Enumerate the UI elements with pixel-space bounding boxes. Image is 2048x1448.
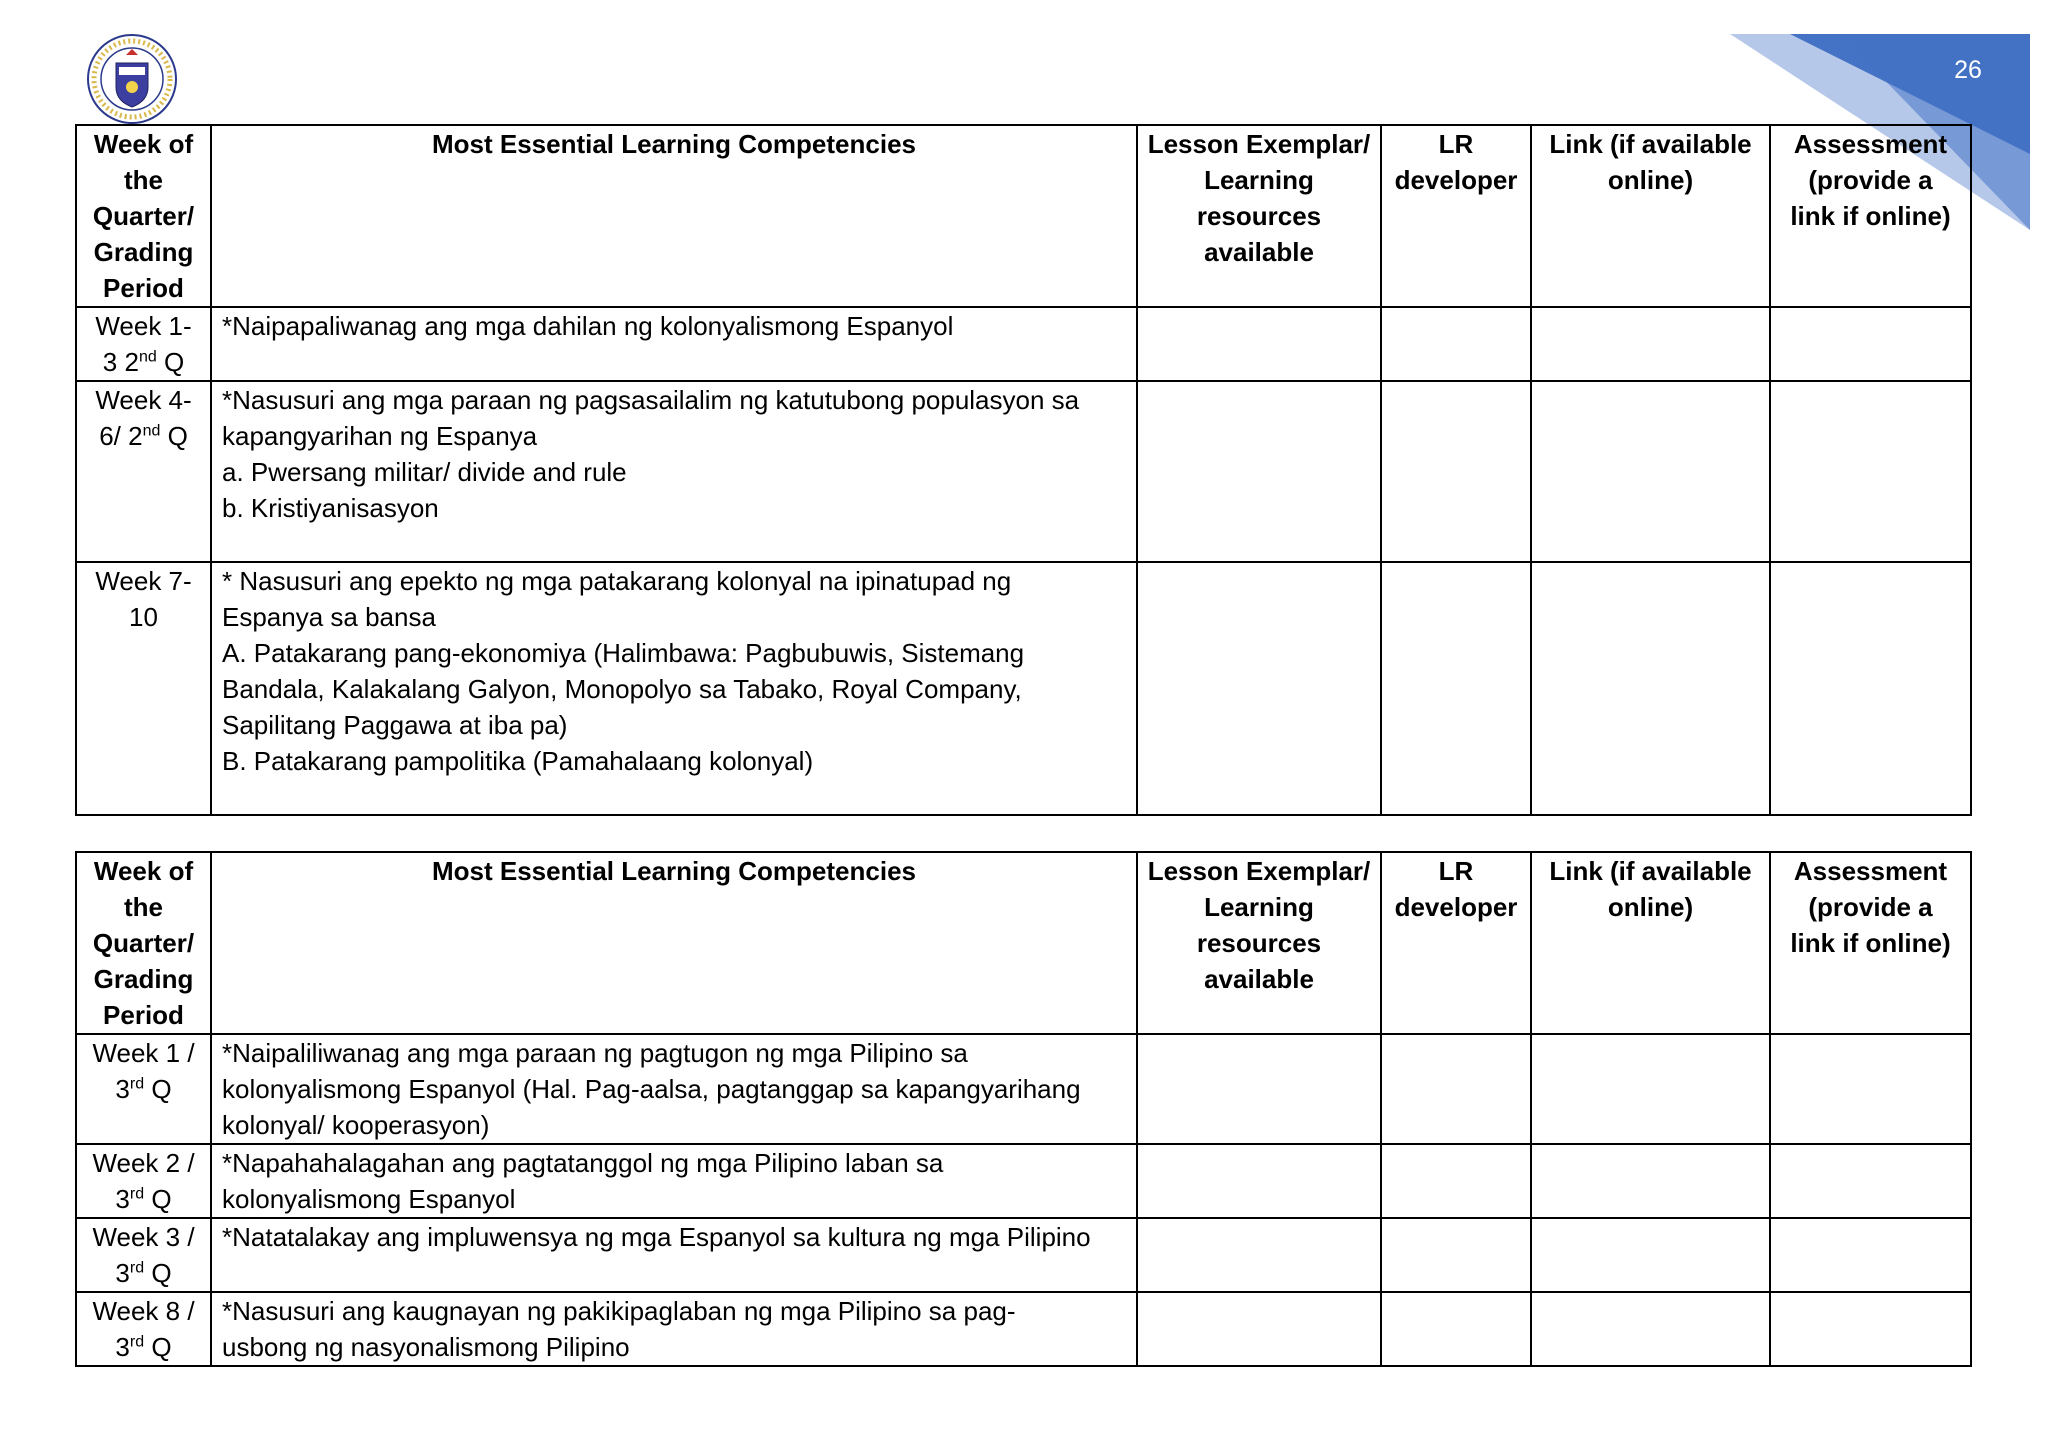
header-competency: Most Essential Learning Competencies xyxy=(211,852,1137,1034)
lesson-cell xyxy=(1137,1292,1381,1366)
table-row xyxy=(76,562,1971,815)
week-cell: Week 1 / 3rd Q xyxy=(76,1034,211,1144)
header-week: Week of the Quarter/ Grading Period xyxy=(76,852,211,1034)
lesson-cell xyxy=(1137,1218,1381,1292)
link-cell xyxy=(1531,1292,1770,1366)
lesson-cell xyxy=(1137,307,1381,381)
competency-table-2nd-quarter xyxy=(75,124,1972,816)
header-link: Link (if available online) xyxy=(1531,125,1770,307)
table-row xyxy=(76,381,1971,562)
lr-cell xyxy=(1381,562,1531,815)
week-cell: Week 2 / 3rd Q xyxy=(76,1144,211,1218)
table-row xyxy=(76,1144,1971,1218)
table-row xyxy=(76,307,1971,381)
deped-seal-logo xyxy=(86,33,178,125)
assessment-cell xyxy=(1770,1292,1971,1366)
header-assessment: Assessment (provide a link if online) xyxy=(1770,125,1971,307)
header-assessment: Assessment (provide a link if online) xyxy=(1770,852,1971,1034)
table-header-row xyxy=(76,852,1971,1034)
competency-cell: *Naipapaliwanag ang mga dahilan ng kolonyalismong Espanyol xyxy=(211,307,1137,381)
competency-cell: * Nasusuri ang epekto ng mga patakarang kolonyal na ipinatupad ng Espanya sa bansa A. Patakarang pang-ekonomiya (Halimbawa: Pagbubuwis, Sistemang Bandala, Kalakalang Galyon, Monopolyo sa Tabako, Royal Company, Sapilitang Paggawa at iba pa) B. Patakarang pampolitika (Pamahalaang kolonyal) xyxy=(211,562,1137,815)
header-lr-developer: LR developer xyxy=(1381,125,1531,307)
table-row xyxy=(76,1034,1971,1144)
week-cell: Week 4- 6/ 2nd Q xyxy=(76,381,211,562)
header-lesson-exemplar: Lesson Exemplar/ Learning resources available xyxy=(1137,852,1381,1034)
lesson-cell xyxy=(1137,381,1381,562)
competency-table-3rd-quarter xyxy=(75,851,1972,1367)
header-week: Week of the Quarter/ Grading Period xyxy=(76,125,211,307)
competency-cell: *Naipaliliwanag ang mga paraan ng pagtugon ng mga Pilipino sa kolonyalismong Espanyol (Hal. Pag-aalsa, pagtanggap sa kapangyarihang kolonyal/ kooperasyon) xyxy=(211,1034,1137,1144)
lr-cell xyxy=(1381,1218,1531,1292)
week-cell: Week 8 / 3rd Q xyxy=(76,1292,211,1366)
header-lr-developer: LR developer xyxy=(1381,852,1531,1034)
lr-cell xyxy=(1381,1034,1531,1144)
header-link: Link (if available online) xyxy=(1531,852,1770,1034)
lesson-cell xyxy=(1137,562,1381,815)
lesson-cell xyxy=(1137,1144,1381,1218)
link-cell xyxy=(1531,381,1770,562)
assessment-cell xyxy=(1770,307,1971,381)
lr-cell xyxy=(1381,307,1531,381)
page-number: 26 xyxy=(1954,56,1982,84)
table-row xyxy=(76,1292,1971,1366)
header-lesson-exemplar: Lesson Exemplar/ Learning resources available xyxy=(1137,125,1381,307)
lesson-cell xyxy=(1137,1034,1381,1144)
header-competency: Most Essential Learning Competencies xyxy=(211,125,1137,307)
lr-cell xyxy=(1381,1144,1531,1218)
assessment-cell xyxy=(1770,1218,1971,1292)
table-header-row xyxy=(76,125,1971,307)
link-cell xyxy=(1531,1034,1770,1144)
week-cell: Week 1- 3 2nd Q xyxy=(76,307,211,381)
competency-cell: *Nasusuri ang mga paraan ng pagsasailalim ng katutubong populasyon sa kapangyarihan ng Espanya a. Pwersang militar/ divide and rule b. Kristiyanisasyon xyxy=(211,381,1137,562)
assessment-cell xyxy=(1770,381,1971,562)
week-cell: Week 3 / 3rd Q xyxy=(76,1218,211,1292)
week-cell: Week 7- 10 xyxy=(76,562,211,815)
assessment-cell xyxy=(1770,1034,1971,1144)
lr-cell xyxy=(1381,381,1531,562)
link-cell xyxy=(1531,562,1770,815)
assessment-cell xyxy=(1770,562,1971,815)
competency-cell: *Napahahalagahan ang pagtatanggol ng mga Pilipino laban sa kolonyalismong Espanyol xyxy=(211,1144,1137,1218)
competency-cell: *Nasusuri ang kaugnayan ng pakikipaglaban ng mga Pilipino sa pag- usbong ng nasyonalismong Pilipino xyxy=(211,1292,1137,1366)
table-row xyxy=(76,1218,1971,1292)
lr-cell xyxy=(1381,1292,1531,1366)
competency-cell: *Natatalakay ang impluwensya ng mga Espanyol sa kultura ng mga Pilipino xyxy=(211,1218,1137,1292)
assessment-cell xyxy=(1770,1144,1971,1218)
link-cell xyxy=(1531,307,1770,381)
link-cell xyxy=(1531,1144,1770,1218)
link-cell xyxy=(1531,1218,1770,1292)
